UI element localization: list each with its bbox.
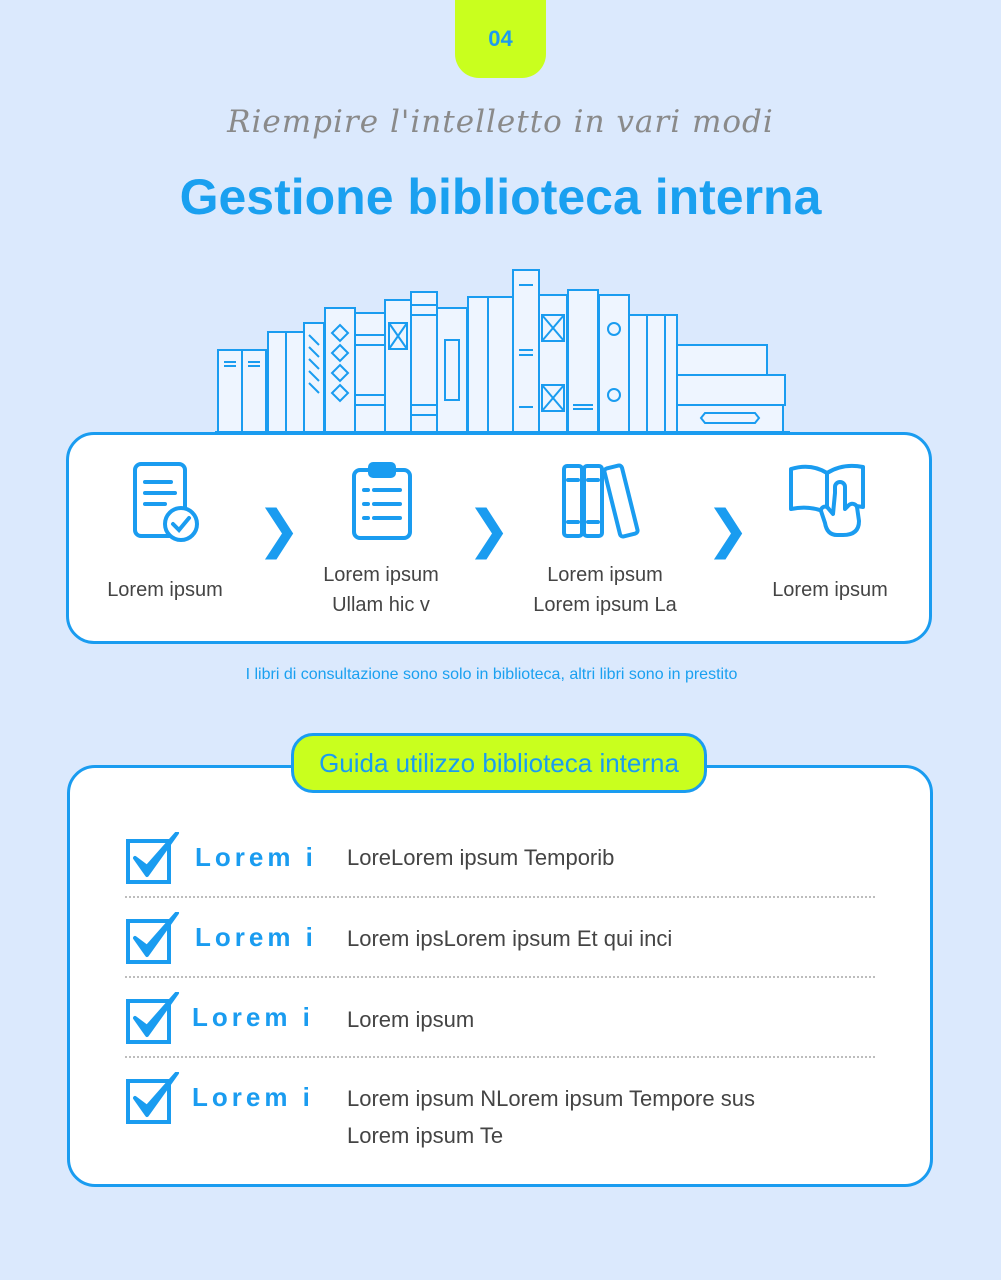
guide-item-key: Lorem i [195, 922, 317, 952]
chevron-right-icon: ❯ [706, 500, 750, 560]
checkbox-checked-icon [125, 832, 183, 886]
guide-item-value: Lorem ipsLorem ipsum Et qui inci [347, 926, 673, 951]
process-step-4 [735, 455, 925, 545]
process-step-4-label: Lorem ipsum [772, 579, 888, 601]
clipboard-list-icon [342, 460, 422, 545]
page-title: Gestione biblioteca interna [179, 169, 822, 225]
divider [125, 976, 875, 978]
divider [125, 1056, 875, 1058]
guide-item-key: Lorem i [192, 1082, 314, 1112]
checkbox-checked-icon [125, 992, 183, 1046]
guide-heading: Guida utilizzo biblioteca interna [291, 733, 707, 793]
process-step-3-label: Lorem ipsum Lorem ipsum La [533, 564, 677, 616]
guide-item-value: Lorem ipsum [347, 1007, 475, 1032]
process-step-2 [287, 460, 477, 545]
library-note: I libri di consultazione sono solo in biblioteca, altri libri sono in prestito [245, 666, 738, 683]
page-number-tab [455, 0, 546, 78]
guide-item-key: Lorem i [195, 842, 317, 872]
chevron-right-icon: ❯ [257, 500, 301, 560]
bookshelf-illustration [215, 265, 790, 435]
process-step-1-label: Lorem ipsum [107, 579, 223, 601]
divider [125, 896, 875, 898]
guide-item-value: Lorem ipsum NLorem ipsum Tempore sus Lorem ipsum Te [347, 1086, 755, 1148]
process-step-3 [510, 460, 700, 545]
guide-item-value: LoreLorem ipsum Temporib [347, 845, 615, 870]
checkbox-checked-icon [125, 912, 183, 966]
open-book-hand-icon [783, 455, 878, 545]
process-step-2-label: Lorem ipsum Ullam hic v [323, 564, 439, 616]
checkbox-checked-icon [125, 1072, 183, 1126]
books-icon [558, 460, 653, 545]
page-subtitle: Riempire l'intelletto in vari modi [227, 104, 774, 140]
chevron-right-icon: ❯ [467, 500, 511, 560]
document-check-icon [125, 460, 205, 545]
guide-item-key: Lorem i [192, 1002, 314, 1032]
process-step-1 [70, 460, 260, 545]
page-number: 04 [488, 26, 513, 51]
